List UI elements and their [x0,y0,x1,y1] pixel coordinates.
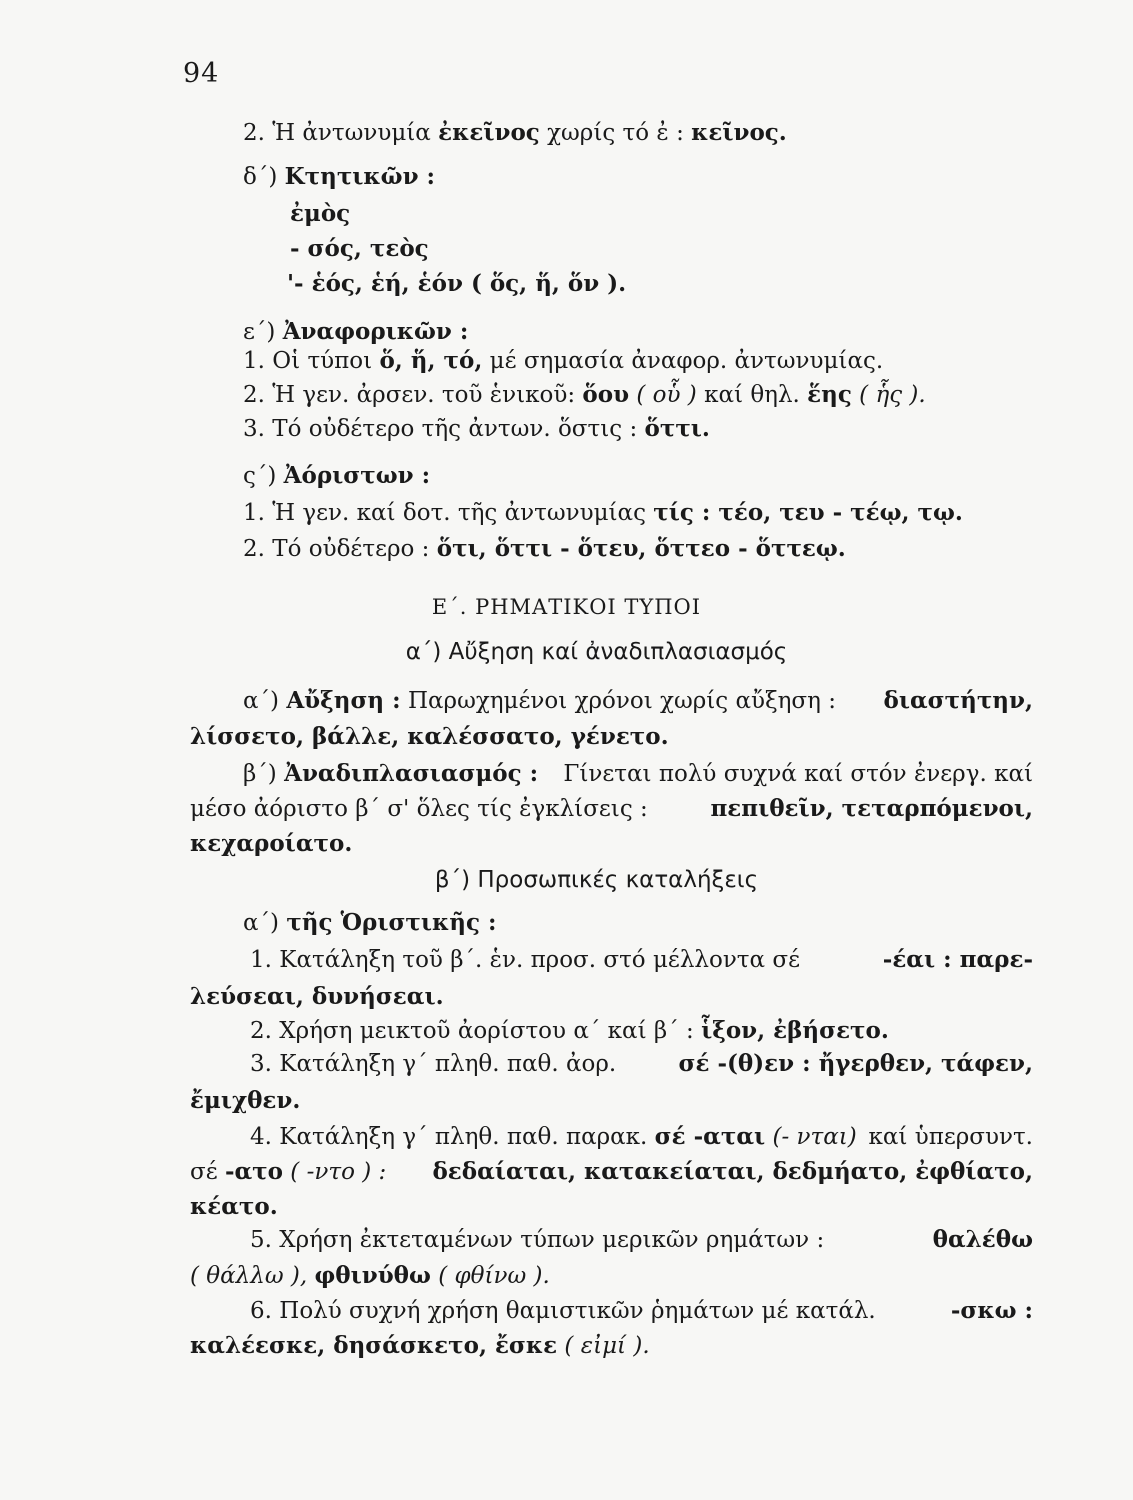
text: χωρίς τό ἐ : [539,120,692,146]
bold-term: ἕης [807,381,852,408]
text: 1. Οἱ τύποι [243,348,380,374]
text: 5. Χρήση ἐκτεταμένων τύπων μερικῶν ρημάτων : [250,1227,825,1253]
subheading-endings: β΄) Προσωπικές καταλήξεις [434,867,759,893]
text: 3. Κατάληξη γ΄ πληθ. παθ. ἀορ. [250,1051,617,1077]
text: καί ὑπερσυντ. [868,1124,1033,1150]
relative-item-1 [243,346,883,376]
pronoun-line-2 [243,118,787,148]
bold-term: τίς : τέο, τευ - τέῳ, τῳ. [653,499,963,526]
bold-term: -έαι : παρε- [882,946,1033,973]
redup-para-line-3: κεχαροίατο. [190,830,353,857]
section-title: Κτητικῶν : [284,163,436,190]
italic-term: ( θάλλω ), [190,1263,315,1289]
text: σέ [190,1159,225,1185]
indicative-heading [243,908,496,938]
bold-term: κεῖνος. [691,119,787,146]
bold-term: ὅου [582,381,630,408]
text: μέσο ἀόριστο β΄ σ' ὅλες τίς ἐγκλίσεις : [190,796,648,822]
possessive-line-2: - σός, τεὸς [290,235,429,262]
section-delta-heading [243,162,435,192]
bold-term: δεδαίαται, κατακείαται, δεδμήατο, ἐφθίατο, [432,1158,1033,1185]
page-number: 94 [183,58,220,89]
section-epsilon-heading [243,317,468,347]
augment-para-line-2: λίσσετο, βάλλε, καλέσσατο, γένετο. [190,723,669,750]
section-label: ς΄) [243,463,284,489]
ending-item-6-cont [190,1331,650,1361]
italic-term: ( οὗ ) [629,382,705,408]
section-title: Αὔξηση : [286,687,401,714]
indefinite-item-2 [243,534,846,564]
ending-item-6 [250,1296,1033,1326]
section-label: δ΄) [243,164,285,190]
text: 6. Πολύ συχνή χρήση θαμιστικῶν ῥημάτων μέ κατάλ. [250,1298,876,1324]
bold-term: φθινύθω [314,1262,431,1289]
text: 2. Χρήση μεικτοῦ ἀορίστου α΄ καί β΄ : [250,1018,702,1044]
ending-item-4-cont2: κέατο. [190,1193,278,1220]
augment-para-line-1 [243,686,1033,716]
section-stigma-heading [243,461,430,491]
bold-term: σέ -(θ)εν : ἤγερθεν, τάφεν, [678,1050,1033,1077]
text: καί θηλ. [704,382,808,408]
text: 2. Τό οὐδέτερο : [243,536,437,562]
relative-item-3 [243,414,710,444]
subheading-augment: α΄) Αὔξηση καί ἀναδιπλασιασμός [405,639,788,665]
indefinite-item-1 [243,498,963,528]
bold-term: σέ -αται [654,1123,766,1150]
ending-item-2 [250,1016,889,1046]
ending-item-1-cont: λεύσεαι, δυνήσεαι. [190,983,444,1010]
ending-item-4 [250,1122,1033,1152]
ending-item-3-cont: ἔμιχθεν. [190,1087,301,1114]
ending-item-5 [250,1225,1033,1255]
section-label: α΄) [243,688,287,714]
text: μέ σημασία ἀναφορ. ἀντωνυμίας. [482,348,884,374]
italic-term: ( ἧς ). [851,382,926,408]
ending-item-3 [250,1049,1033,1079]
text: 4. Κατάληξη γ΄ πληθ. παθ. παρακ. [250,1124,655,1150]
text: 2. Ἡ γεν. ἀρσεν. τοῦ ἑνικοῦ: [243,382,583,408]
text: 3. Τό οὐδέτερο τῆς ἀντων. ὅστις : [243,416,645,442]
bold-term: -ατο [224,1158,283,1185]
section-title: Ἀόριστων : [283,462,431,489]
bold-term: ἐκεῖνος [438,119,540,146]
ending-item-5-cont [190,1261,550,1291]
relative-item-2 [243,380,926,410]
section-title: Ἀναδιπλασιασμός : [284,760,539,787]
text: 2. Ἡ ἀντωνυμία [243,120,439,146]
bold-term: ὅτι, ὅττι - ὅτευ, ὅττεο - ὅττεῳ. [436,535,846,562]
italic-term: ( εἰμί ). [557,1333,650,1359]
section-label: α΄) [243,910,287,936]
section-title: τῆς Ὁριστικῆς : [286,909,497,936]
bold-term: πεπιθεῖν, τεταρπόμενοι, [710,795,1033,822]
bold-term: διαστήτην, [883,687,1033,714]
bold-term: ὅ, ἥ, τό, [379,347,483,374]
italic-term: ( φθίνω ). [430,1263,550,1289]
text: Παρωχημένοι χρόνοι χωρίς αὔξηση : [400,688,836,714]
bold-term: -σκω : [950,1297,1033,1324]
bold-term: ὅττι. [644,415,710,442]
section-label: β΄) [243,761,285,787]
bold-term: ἷξον, ἐβήσετο. [701,1017,889,1044]
bold-term: καλέεσκε, δησάσκετο, ἔσκε [190,1332,558,1359]
redup-para-line-2 [190,794,1033,824]
possessive-line-3: '- ἑός, ἑή, ἑόν ( ὅς, ἥ, ὅν ). [287,270,627,297]
bold-term: θαλέθω [932,1226,1033,1253]
section-label: ε΄) [243,319,283,345]
text: Γίνεται πολύ συχνά καί στόν ἐνεργ. καί [563,761,1033,787]
ending-item-1 [250,945,1033,975]
ending-item-4-cont [190,1157,1033,1187]
text: 1. Ἡ γεν. καί δοτ. τῆς ἀντωνυμίας [243,500,654,526]
italic-term: (- νται) [765,1124,857,1150]
possessive-line-1: ἐμὸς [290,200,351,227]
section-title: Ἀναφορικῶν : [282,318,469,345]
redup-para-line-1 [243,759,1033,789]
text: 1. Κατάληξη τοῦ β΄. ἑν. προσ. στό μέλλοντα σέ [250,947,800,973]
chapter-heading: Ε΄. ΡΗΜΑΤΙΚΟΙ ΤΥΠΟΙ [431,595,702,619]
italic-term: ( -ντο ) : [283,1159,387,1185]
